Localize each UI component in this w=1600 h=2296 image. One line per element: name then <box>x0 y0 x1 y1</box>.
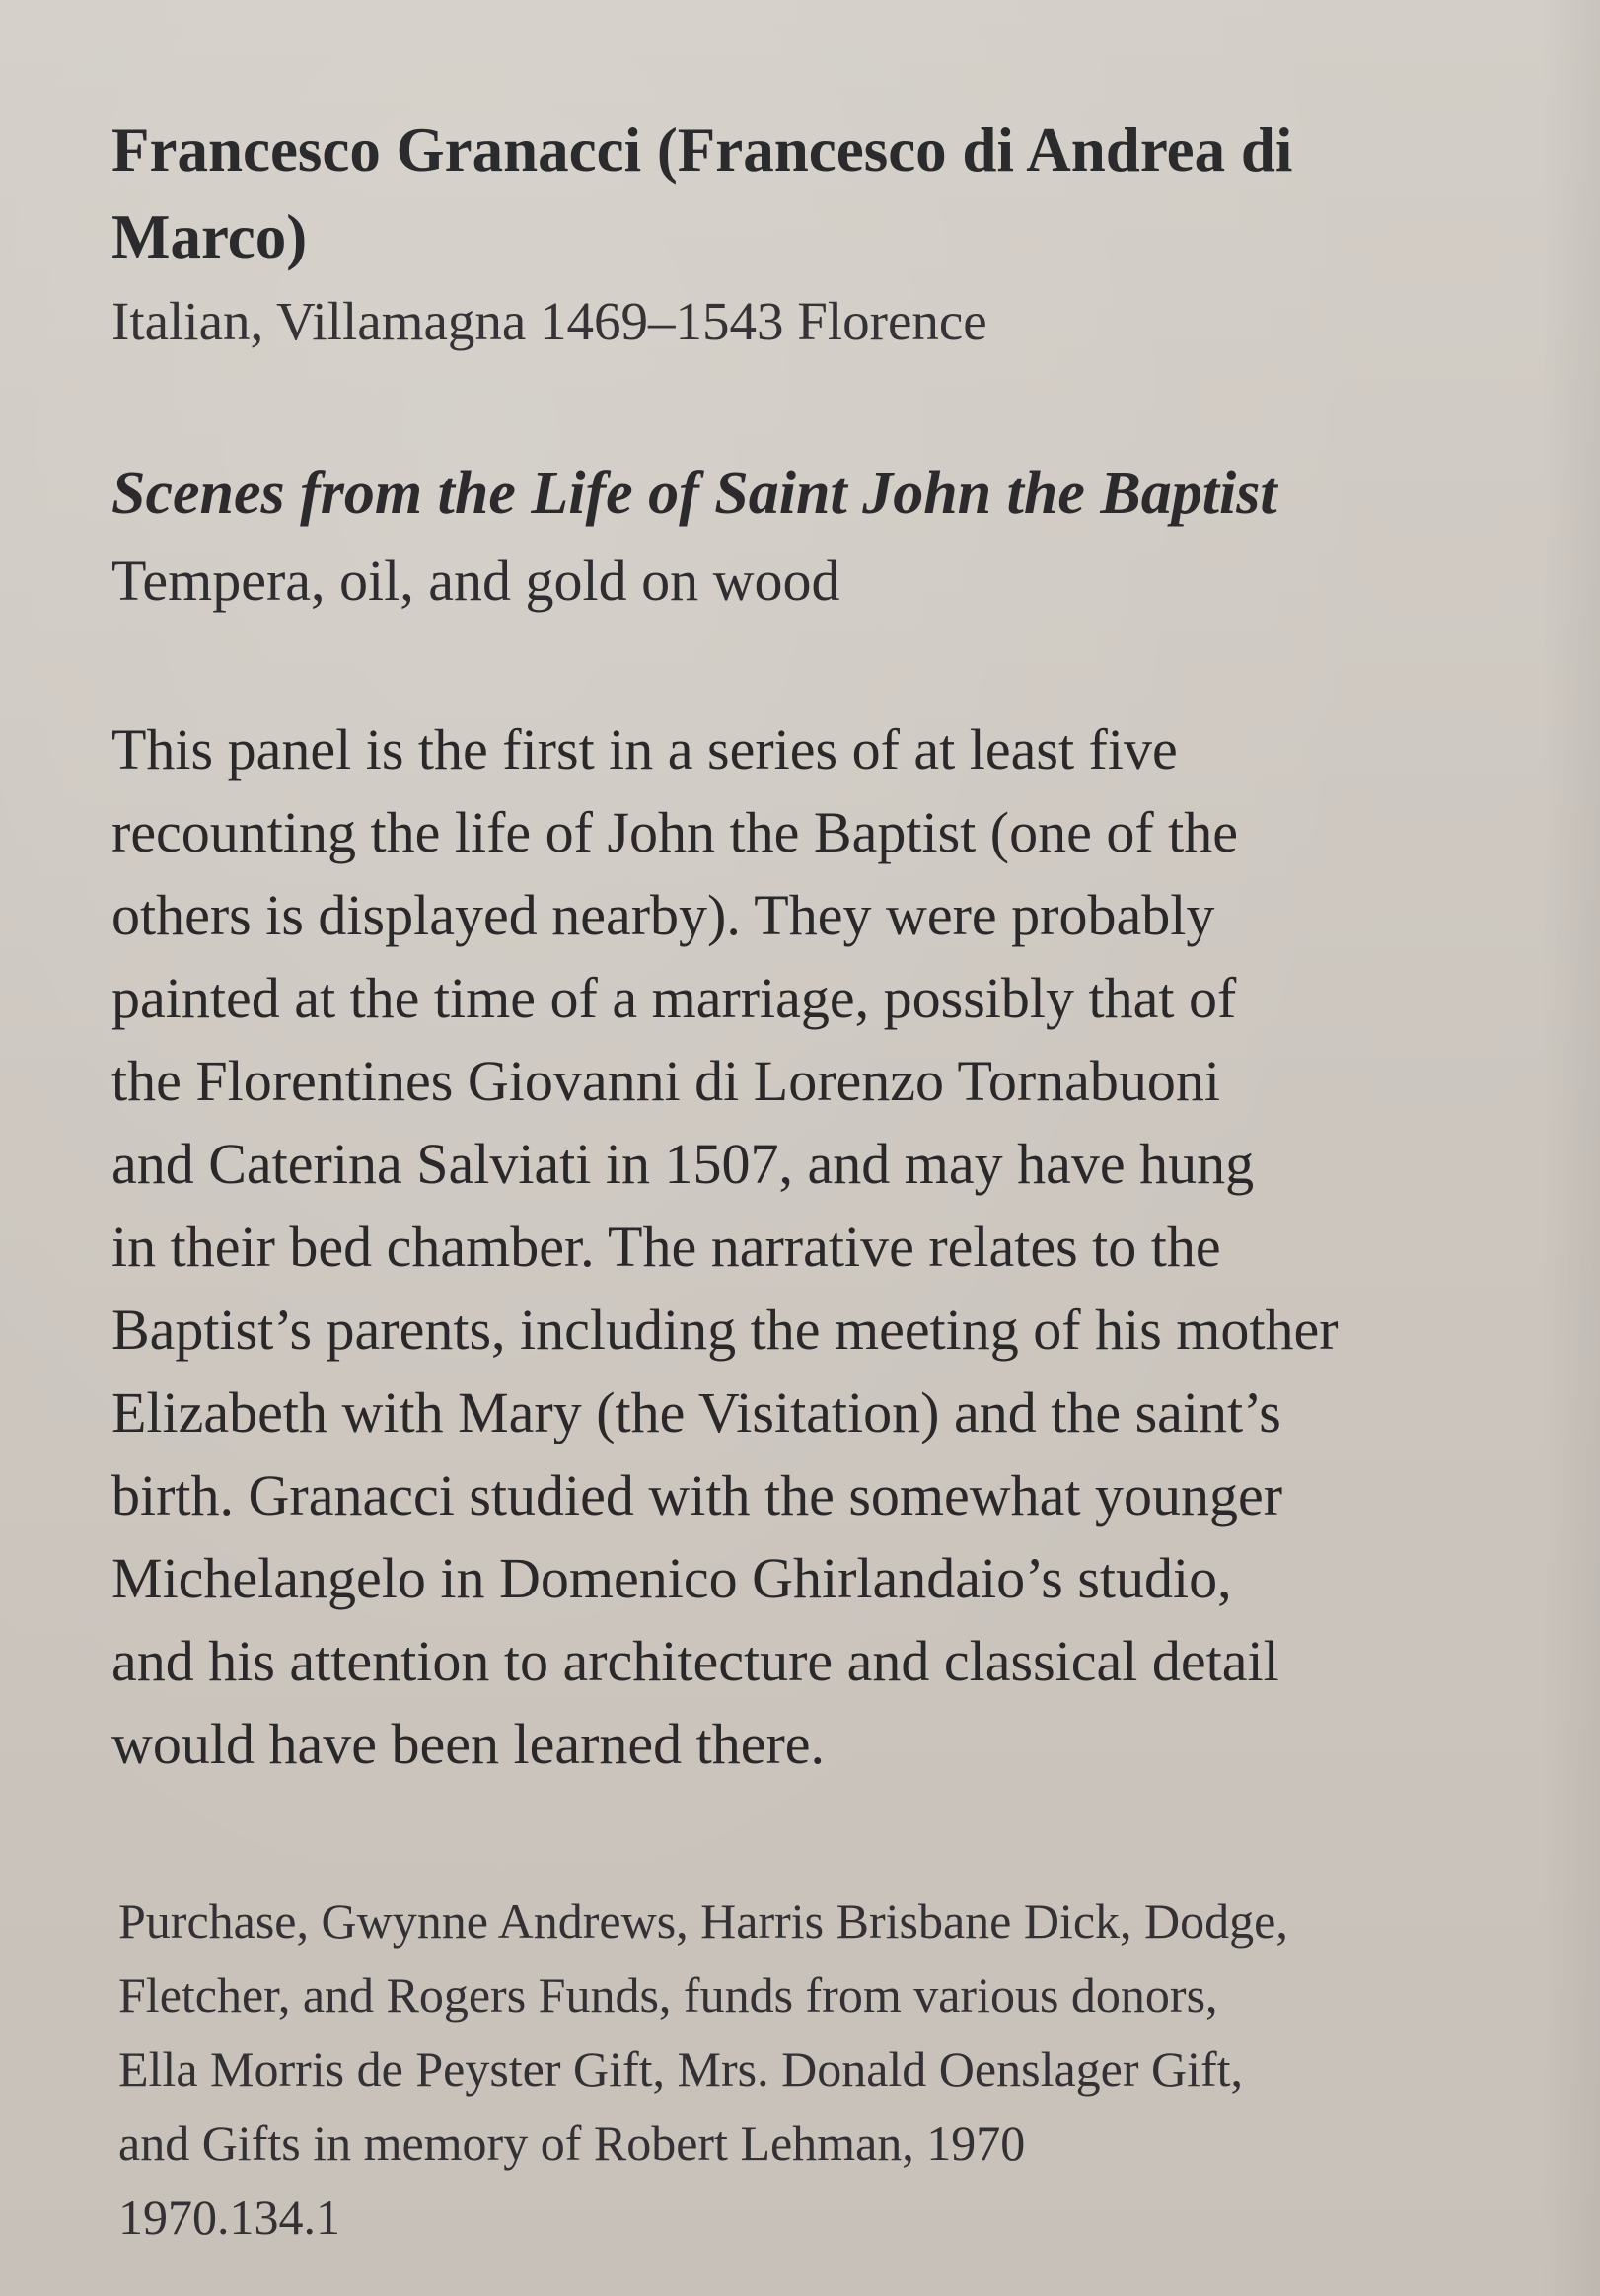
description-line: birth. Granacci studied with the somewhat younger <box>111 1463 1283 1527</box>
description-line: others is displayed nearby). They were probably <box>111 883 1215 947</box>
description-line: the Florentines Giovanni di Lorenzo Tornabuoni <box>111 1049 1221 1113</box>
description-line: Elizabeth with Mary (the Visitation) and the saint’s <box>111 1380 1281 1444</box>
artwork-medium: Tempera, oil, and gold on wood <box>111 549 840 613</box>
artist-nationality-dates: Italian, Villamagna 1469–1543 Florence <box>111 291 987 351</box>
description-line: in their bed chamber. The narrative relates to the <box>111 1215 1221 1279</box>
description-line: and his attention to architecture and classical detail <box>111 1629 1279 1693</box>
credit-line-text: Fletcher, and Rogers Funds, funds from various donors, <box>118 1967 1218 2023</box>
description-line: Michelangelo in Domenico Ghirlandaio’s studio, <box>111 1546 1232 1610</box>
artist-name: Francesco Granacci (Francesco di Andrea di Marco) <box>111 115 1293 271</box>
credit-line-text: Purchase, Gwynne Andrews, Harris Brisbane Dick, Dodge, <box>118 1893 1288 1949</box>
artwork-title: Scenes from the Life of Saint John the Baptist <box>111 460 1277 527</box>
accession-number: 1970.134.1 <box>118 2189 340 2245</box>
description-line: This panel is the first in a series of at least five <box>111 717 1178 781</box>
credit-line-text: Ella Morris de Peyster Gift, Mrs. Donald Oenslager Gift, <box>118 2041 1244 2097</box>
description-line: painted at the time of a marriage, possibly that of <box>111 966 1237 1030</box>
description-line: would have been learned there. <box>111 1712 826 1776</box>
description-line: and Caterina Salviati in 1507, and may have hung <box>111 1132 1255 1196</box>
description-line: recounting the life of John the Baptist (one of the <box>111 800 1238 864</box>
description-paragraph <box>111 708 1339 1786</box>
credit-line <box>118 1885 1288 2255</box>
credit-line-text: and Gifts in memory of Robert Lehman, 1970 <box>118 2115 1026 2171</box>
description-line: Baptist’s parents, including the meeting of his mother <box>111 1297 1339 1362</box>
